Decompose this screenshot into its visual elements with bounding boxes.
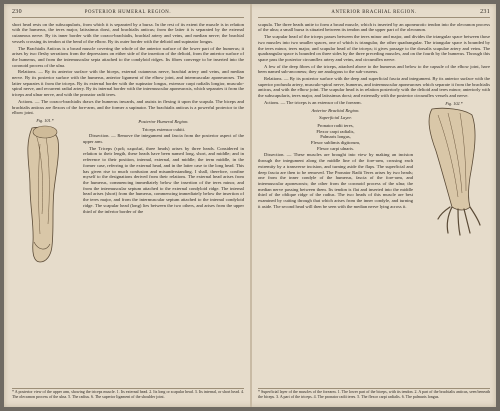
left-footnote: * A posterior view of the upper arm, showing the triceps muscle. 1. Its external head. 2. Its long or scapular head. 3. Its internal, or short head. 4. The olecranon process of the ulna. 5. The radius. 6. The superior ligament of the shoulder joint. — [12, 389, 244, 400]
left-fig-number: Fig. 101.* — [36, 117, 54, 123]
left-page — [12, 10, 244, 402]
muscle-list-item: Flexor sublimis digitorum, — [310, 140, 361, 146]
forearm-figure — [418, 101, 490, 241]
muscle-list-item: Flexor carpi radialis, — [316, 128, 355, 134]
right-page-number: 231 — [480, 9, 490, 15]
left-paragraph: short head rests on the subscapularis, from which it is separated by a bursa. In the rest of its extent the muscle is in relation with the humerus, the teres major, latissimus dorsi, and brachialis anticus; from the latter it is separated by the external cutaneous nerve. By its inner border with the coraco-brachialis, brachial artery and veins, and median nerve; the brachial vessels crossing its tendon at the bend of the elbow. By its outer border with the deltoid and supinator longus. — [12, 21, 244, 44]
left-paragraph: The Brachialis Anticus is a broad muscle covering the whole of the anterior surface of the lower part of the humerus; it arises by two fleshy serrations from the depressions on either side of the insertion of the deltoid, from the anterior surface of the humerus, and from the intermuscular septa attached to the condyloid ridges. Its fibres converge to be inserted into the coronoid process of the ulna. — [12, 45, 244, 68]
right-page — [258, 10, 490, 402]
right-paragraph: A few of the deep fibres of the triceps, attached above to the humerus and below to the capsule of the elbow joint, have been named sub-anconeus; they are analogous to the sub-crureus. — [258, 63, 490, 75]
left-running-title: POSTERIOR HUMERAL REGION. — [84, 10, 172, 15]
left-page-number: 230 — [12, 9, 22, 15]
right-paragraph: The scapular head of the triceps passes between the teres minor and major, and divides the triangular space between those two muscles into two smaller spaces, one of which is triangular, the other quadrangular. The triangular space is bounded by the teres minor, teres major, and scapular head of the triceps; it gives passage to the dorsalis scapulae artery and veins. The quadrangular space is bounded on three sides by the three preceding muscles, and on the fourth by the humerus. Through this space pass the posterior circumflex artery and veins, and circumflex nerve. — [258, 34, 490, 62]
left-figure-flow — [12, 117, 244, 270]
left-body2: The Triceps (τρεῖς κεφαλαί, three heads) arises by three heads. Considered in relation to their length, these heads have been named long, short, and middle; and in reference to their position, internal, external, and middle; the term middle, in the former case, referring to the external head, and in the latter case to the long head. This has given rise to much confusion and misunderstanding. I shall, therefore, confine myself to the designations derived from their relations. The external head arises from the humerus, commencing immediately below the insertion of the teres minor, and from the intermuscular septum attached to the external condyloid ridge. The internal head arises (short) from the humerus, commencing immediately below the insertion of the teres major, and from the intermuscular septum attached to the internal condyloid ridge. The scapular head (long) lies between the two others, and arises from the upper third of the inferior border of the — [83, 145, 244, 214]
left-paragraph: Relations. — By its anterior surface with the biceps, external cutaneous nerve, brachial artery and veins, and median nerve. By its posterior surface with the humerus, anterior ligament of the elbow joint, and intermuscular aponeuroses. The latter separates it from the triceps. By its external border with the supinator longus, extensor carpi radialis longior, musculo-spiral nerve, and recurrent radial artery. By its internal border with the intermuscular aponeurosis, which separates it from the triceps and ulnar nerve, and with the pronator radii teres. — [12, 69, 244, 98]
right-paragraph: Relations. — By its posterior surface with the deep and superficial fascia and integument. By its anterior surface with the superior profunda artery, musculo-spiral nerve, humerus, and intermuscular aponeuroses which separate it from the brachialis anticus, and with the elbow joint. The scapular head is in relation posteriorly with the deltoid and teres minor; anteriorly with the subscapularis, teres major, and latissimus dorsi; and externally with the posterior circumflex vessels and nerve. — [258, 76, 490, 99]
right-region-title: Anterior Brachial Region. — [311, 107, 360, 113]
right-body2: Dissection. — These muscles are brought into view by making an incision through the integument along the middle line of the fore-arm, crossing each extremity by a transverse incision, and turning aside the flaps. The superficial and deep fascia are then to be removed. The Pronator Radii Teres arises by two heads; one from the inner condyle of the humerus, fascia of the fore-arm, and intermuscular aponeurosis; the other from the coronoid process of the ulna; the median nerve passing between them. Its tendon is flat and inserted into the middle third of the oblique ridge of the radius. The two heads of this muscle are best examined by cutting through that which arises from the inner condyle, and turning it aside. The second head will then be seen with the median nerve lying across it. — [258, 152, 413, 209]
right-paragraph: scapula. The three heads unite to form a broad muscle, which is inserted by an aponeurotic tendon into the olecranon process of the ulna; a small bursa is situated between its tendon and the upper part of the olecranon. — [258, 21, 490, 33]
left-section-muscle: Triceps extensor cubiti. — [141, 126, 186, 132]
forearm-illustration — [418, 107, 490, 239]
muscle-list-item: Pronator radii teres, — [317, 122, 354, 128]
book-spread — [4, 4, 496, 407]
arm-illustration — [12, 124, 78, 266]
right-fig-number: Fig. 102.* — [445, 100, 463, 106]
muscle-list-item: Palmaris longus, — [320, 134, 351, 140]
left-dissection: Dissection. — Remove the integument and fascia from the posterior aspect of the upper arm. — [83, 133, 244, 145]
left-paragraph: Actions. — The coraco-brachialis draws the humerus inwards, and assists in flexing it upon the scapula. The biceps and brachialis anticus are flexors of the fore-arm, and the former a supinator. The brachialis anticus is a powerful protector to the elbow joint. — [12, 98, 244, 116]
right-running-title: ANTERIOR BRACHIAL REGION. — [331, 10, 417, 15]
book-gutter — [250, 4, 252, 407]
right-running-head — [258, 10, 490, 18]
right-footnote: * Superficial layer of the muscles of the forearm. 1. The lower part of the biceps, with its tendon. 2. A part of the brachialis anticus, seen beneath the biceps. 3. A part of the triceps. 4. The pronator radii teres. 5. The flexor carpi radialis. 6. The palmaris longus. — [258, 389, 490, 400]
right-layer-title: Superficial Layer. — [319, 115, 352, 121]
right-paragraph: Actions. — The triceps is an extensor of the forearm. — [264, 99, 362, 105]
left-section-title: Posterior Humeral Region. — [138, 118, 189, 124]
right-figure-flow — [258, 100, 490, 243]
muscle-list-item: Flexor carpi ulnaris. — [316, 145, 355, 151]
left-running-head — [12, 10, 244, 18]
triceps-figure — [12, 118, 78, 268]
